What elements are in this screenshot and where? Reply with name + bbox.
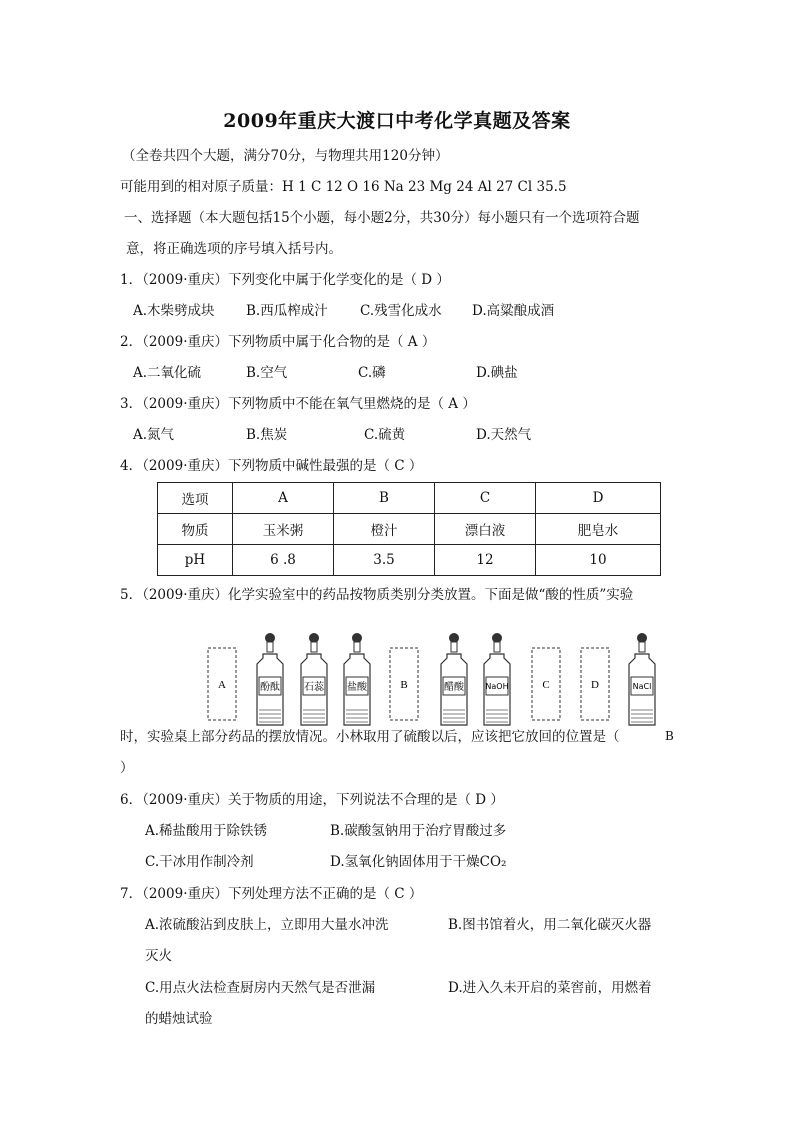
bottle-label: NaCl bbox=[632, 682, 652, 691]
question-2-stem: 2．（2009·重庆）下列物质中属于化合物的是（ A ） bbox=[120, 334, 436, 350]
table-cell: 玉米粥 bbox=[233, 514, 334, 545]
bottle-hydrochloric-acid bbox=[344, 633, 370, 725]
table-cell: 肥皂水 bbox=[536, 514, 661, 545]
table-row bbox=[158, 514, 661, 545]
exam-instructions: （全卷共四个大题，满分70分，与物理共用120分钟） bbox=[122, 148, 449, 164]
table-cell: pH bbox=[158, 545, 233, 576]
table-cell: B bbox=[334, 483, 435, 514]
question-7-stem: 7．（2009·重庆）下列处理方法不正确的是（ C ） bbox=[120, 886, 423, 902]
question-1-stem: 1．（2009·重庆）下列变化中属于化学变化的是（ D ） bbox=[120, 272, 450, 288]
q2-option-b: B.空气 bbox=[246, 365, 288, 381]
q7-option-b: B.图书馆着火，用二氧化碳灭火器 bbox=[448, 917, 652, 933]
q7-option-d-cont: 的蜡烛试验 bbox=[145, 1011, 213, 1027]
table-cell: 漂白液 bbox=[435, 514, 536, 545]
table-row bbox=[158, 483, 661, 514]
bottle-sodium-chloride bbox=[629, 633, 655, 725]
q6-option-a: A.稀盐酸用于除铁锈 bbox=[145, 823, 268, 839]
table-cell: 3.5 bbox=[334, 545, 435, 576]
table-cell: D bbox=[536, 483, 661, 514]
q6-option-c: C.干冰用作制冷剂 bbox=[145, 854, 254, 870]
question-5-close: ） bbox=[120, 760, 134, 776]
table-cell: 物质 bbox=[158, 514, 233, 545]
q3-option-b: B.焦炭 bbox=[246, 427, 288, 443]
q7-option-b-cont: 灭火 bbox=[145, 948, 172, 964]
q3-option-d: D.天然气 bbox=[476, 427, 532, 443]
slot-label: A bbox=[218, 679, 226, 691]
table-cell: C bbox=[435, 483, 536, 514]
bottle-litmus bbox=[301, 633, 327, 725]
question-5-stem: 5．（2009·重庆）化学实验室中的药品按物质类别分类放置。下面是做“酸的性质”实验 bbox=[120, 587, 634, 603]
slot-a bbox=[208, 648, 236, 720]
question-5-answer: B bbox=[665, 729, 674, 743]
question-4-stem: 4．（2009·重庆）下列物质中碱性最强的是（ C ） bbox=[120, 458, 423, 474]
bottle-label: NaOH bbox=[485, 682, 509, 691]
slot-b bbox=[390, 648, 418, 720]
q7-option-d: D.进入久未开启的菜窖前，用燃着 bbox=[448, 980, 652, 996]
section-heading: 一、选择题（本大题包括15个小题，每小题2分，共30分）每小题只有一个选项符合题 bbox=[124, 210, 640, 226]
q3-option-c: C.硫黄 bbox=[364, 427, 406, 443]
section-heading-cont: 意，将正确选项的序号填入括号内。 bbox=[126, 241, 342, 257]
slot-c bbox=[532, 648, 560, 720]
q2-option-a: A.二氧化硫 bbox=[133, 365, 202, 381]
q3-option-a: A.氮气 bbox=[133, 427, 175, 443]
bottle-label: 石蕊 bbox=[304, 682, 324, 693]
slot-d bbox=[581, 648, 609, 720]
q2-option-c: C.磷 bbox=[358, 365, 386, 381]
table-row bbox=[158, 545, 661, 576]
q1-option-a: A.木柴劈成块 bbox=[133, 303, 215, 319]
ph-table bbox=[157, 482, 661, 576]
table-cell: 6 .8 bbox=[233, 545, 334, 576]
q6-option-b: B.碳酸氢钠用于治疗胃酸过多 bbox=[330, 823, 507, 839]
bottle-label: 醋酸 bbox=[444, 682, 464, 693]
bottle-label: 酚酞 bbox=[260, 682, 280, 693]
bottle-phenolphthalein bbox=[257, 633, 283, 725]
q6-option-d: D.氢氧化钠固体用于干燥CO₂ bbox=[330, 854, 507, 870]
lab-bench-figure bbox=[200, 630, 670, 730]
table-cell: 10 bbox=[536, 545, 661, 576]
q7-option-a: A.浓硫酸沾到皮肤上，立即用大量水冲洗 bbox=[145, 917, 389, 933]
table-cell: A bbox=[233, 483, 334, 514]
table-cell: 12 bbox=[435, 545, 536, 576]
question-6-stem: 6．（2009·重庆）关于物质的用途，下列说法不合理的是（ D ） bbox=[120, 792, 504, 808]
q2-option-d: D.碘盐 bbox=[476, 365, 518, 381]
q1-option-d: D.高粱酿成酒 bbox=[472, 303, 555, 319]
slot-label: B bbox=[400, 679, 408, 691]
table-cell: 橙汁 bbox=[334, 514, 435, 545]
page-title: 2009年重庆大渡口中考化学真题及答案 bbox=[223, 110, 571, 132]
question-5-continuation: 时，实验桌上部分药品的摆放情况。小林取用了硫酸以后，应该把它放回的位置是（ bbox=[120, 729, 620, 745]
q1-option-c: C.残雪化成水 bbox=[360, 303, 442, 319]
bottle-label: 盐酸 bbox=[347, 682, 367, 693]
question-3-stem: 3．（2009·重庆）下列物质中不能在氧气里燃烧的是（ A ） bbox=[120, 396, 476, 412]
bottle-acetic-acid bbox=[441, 633, 467, 725]
table-cell: 选项 bbox=[158, 483, 233, 514]
bottle-sodium-hydroxide bbox=[484, 633, 510, 725]
slot-label: C bbox=[542, 679, 550, 691]
slot-label: D bbox=[591, 679, 599, 691]
atomic-masses: 可能用到的相对原子质量：H 1 C 12 O 16 Na 23 Mg 24 Al 27 Cl 35.5 bbox=[120, 179, 567, 195]
q1-option-b: B.西瓜榨成汁 bbox=[246, 303, 328, 319]
q7-option-c: C.用点火法检查厨房内天然气是否泄漏 bbox=[145, 980, 376, 996]
